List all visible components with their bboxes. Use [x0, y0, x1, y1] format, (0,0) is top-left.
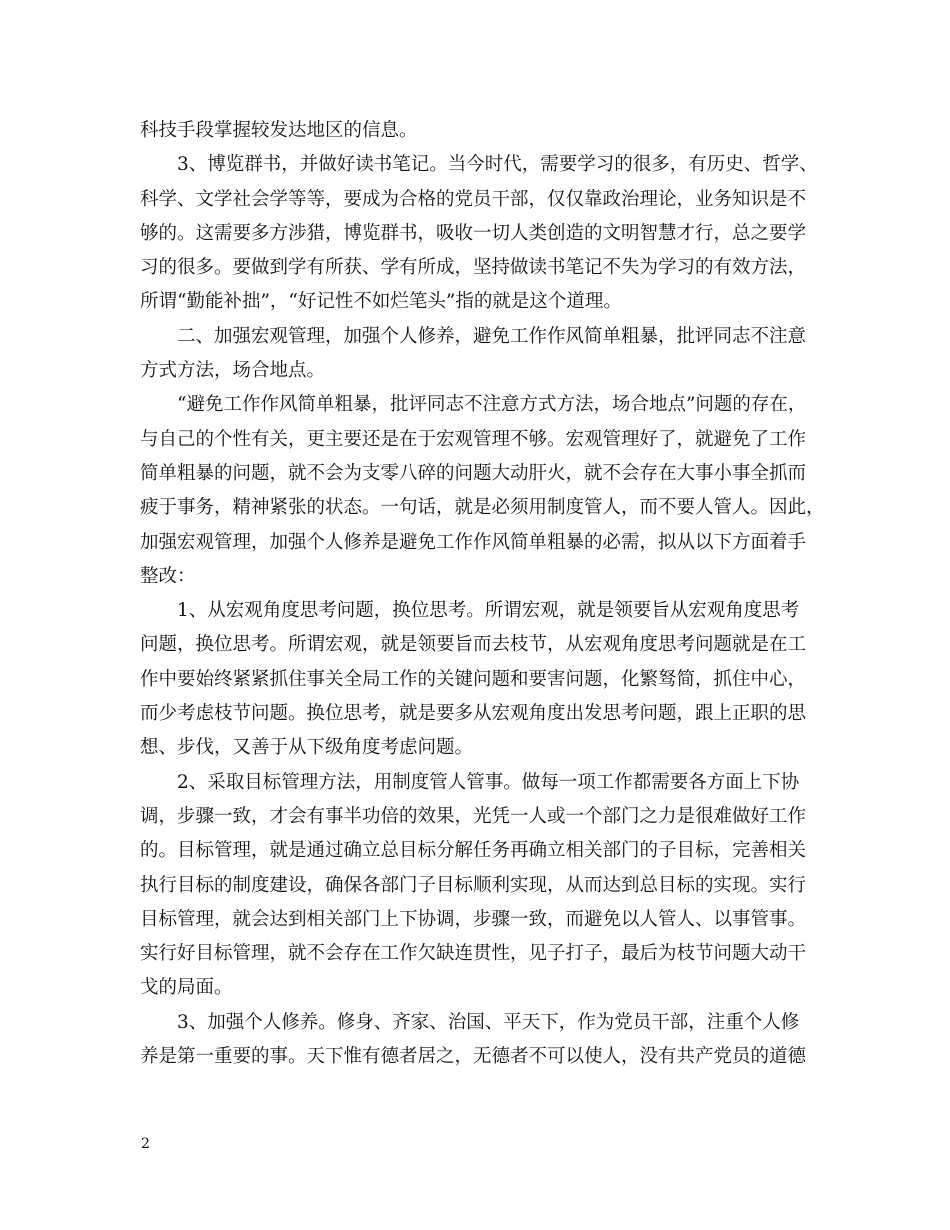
text-line: 方式方法，场合地点。	[140, 360, 326, 382]
text-line: 作中要始终紧紧抓住事关全局工作的关键问题和要害问题，化繁驽简，抓住中心，	[140, 668, 807, 690]
text-line: 目标管理，就会达到相关部门上下协调，步骤一致，而避免以人管人、以事管事。	[140, 908, 807, 930]
text-line: 执行目标的制度建设，确保各部门子目标顺利实现，从而达到总目标的实现。实行	[140, 874, 807, 896]
text-line: 科学、文学社会学等等，要成为合格的党员干部，仅仅靠政治理论，业务知识是不	[140, 188, 807, 210]
text-line: 科技手段掌握较发达地区的信息。	[140, 120, 418, 141]
text-line: 所谓“勤能补拙”，“好记性不如烂笔头”指的就是这个道理。	[140, 291, 622, 313]
text-line: “避免工作作风简单粗暴，批评同志不注意方式方法，场合地点”问题的存在，	[177, 394, 807, 416]
text-line: 想、步伐，又善于从下级角度考虑问题。	[140, 737, 474, 759]
text-line: 疲于事务，精神紧张的状态。一句话，就是必须用制度管人，而不要人管人。因此，	[140, 497, 825, 519]
body-text	[140, 114, 825, 1074]
text-line: 整改：	[140, 565, 196, 587]
text-line: 二、加强宏观管理，加强个人修养，避免工作作风简单粗暴，批评同志不注意	[177, 325, 807, 347]
text-line: 的。目标管理，就是通过确立总目标分解任务再确立相关部门的子目标，完善相关	[140, 840, 807, 862]
text-line: 问题，换位思考。所谓宏观，就是领要旨而去枝节，从宏观角度思考问题就是在工	[140, 634, 807, 656]
text-line: 调，步骤一致，才会有事半功倍的效果，光凭一人或一个部门之力是很难做好工作	[140, 805, 807, 827]
text-line: 养是第一重要的事。天下惟有德者居之，无德者不可以使人，没有共产党员的道德	[140, 1046, 807, 1068]
text-line: 加强宏观管理，加强个人修养是避免工作作风简单粗暴的必需，拟从以下方面着手	[140, 531, 807, 553]
text-line: 实行好目标管理，就不会存在工作欠缺连贯性，见子打子，最后为枝节问题大动干	[140, 943, 807, 965]
text-line: 与自己的个性有关，更主要还是在于宏观管理不够。宏观管理好了，就避免了工作	[140, 428, 807, 450]
text-line: 够的。这需要多方涉猎，博览群书，吸收一切人类创造的文明智慧才行，总之要学	[140, 222, 807, 244]
text-line: 1、从宏观角度思考问题，换位思考。所谓宏观，就是领要旨从宏观角度思考	[177, 600, 800, 622]
text-line: 2、采取目标管理方法，用制度管人管事。做每一项工作都需要各方面上下协	[177, 771, 800, 793]
text-line: 3、博览群书，并做好读书笔记。当今时代，需要学习的很多，有历史、哲学、	[177, 154, 818, 176]
page-number: 2	[141, 1136, 150, 1152]
text-line: 3、加强个人修养。修身、齐家、治国、平天下，作为党员干部，注重个人修	[177, 1011, 800, 1033]
text-line: 简单粗暴的问题，就不会为支零八碎的问题大动肝火，就不会存在大事小事全抓而	[140, 462, 807, 484]
text-line: 而少考虑枝节问题。换位思考，就是要多从宏观角度出发思考问题，跟上正职的思	[140, 703, 807, 725]
text-line: 戈的局面。	[140, 977, 233, 999]
text-line: 习的很多。要做到学有所获、学有所成，坚持做读书笔记不失为学习的有效方法，	[140, 257, 807, 279]
